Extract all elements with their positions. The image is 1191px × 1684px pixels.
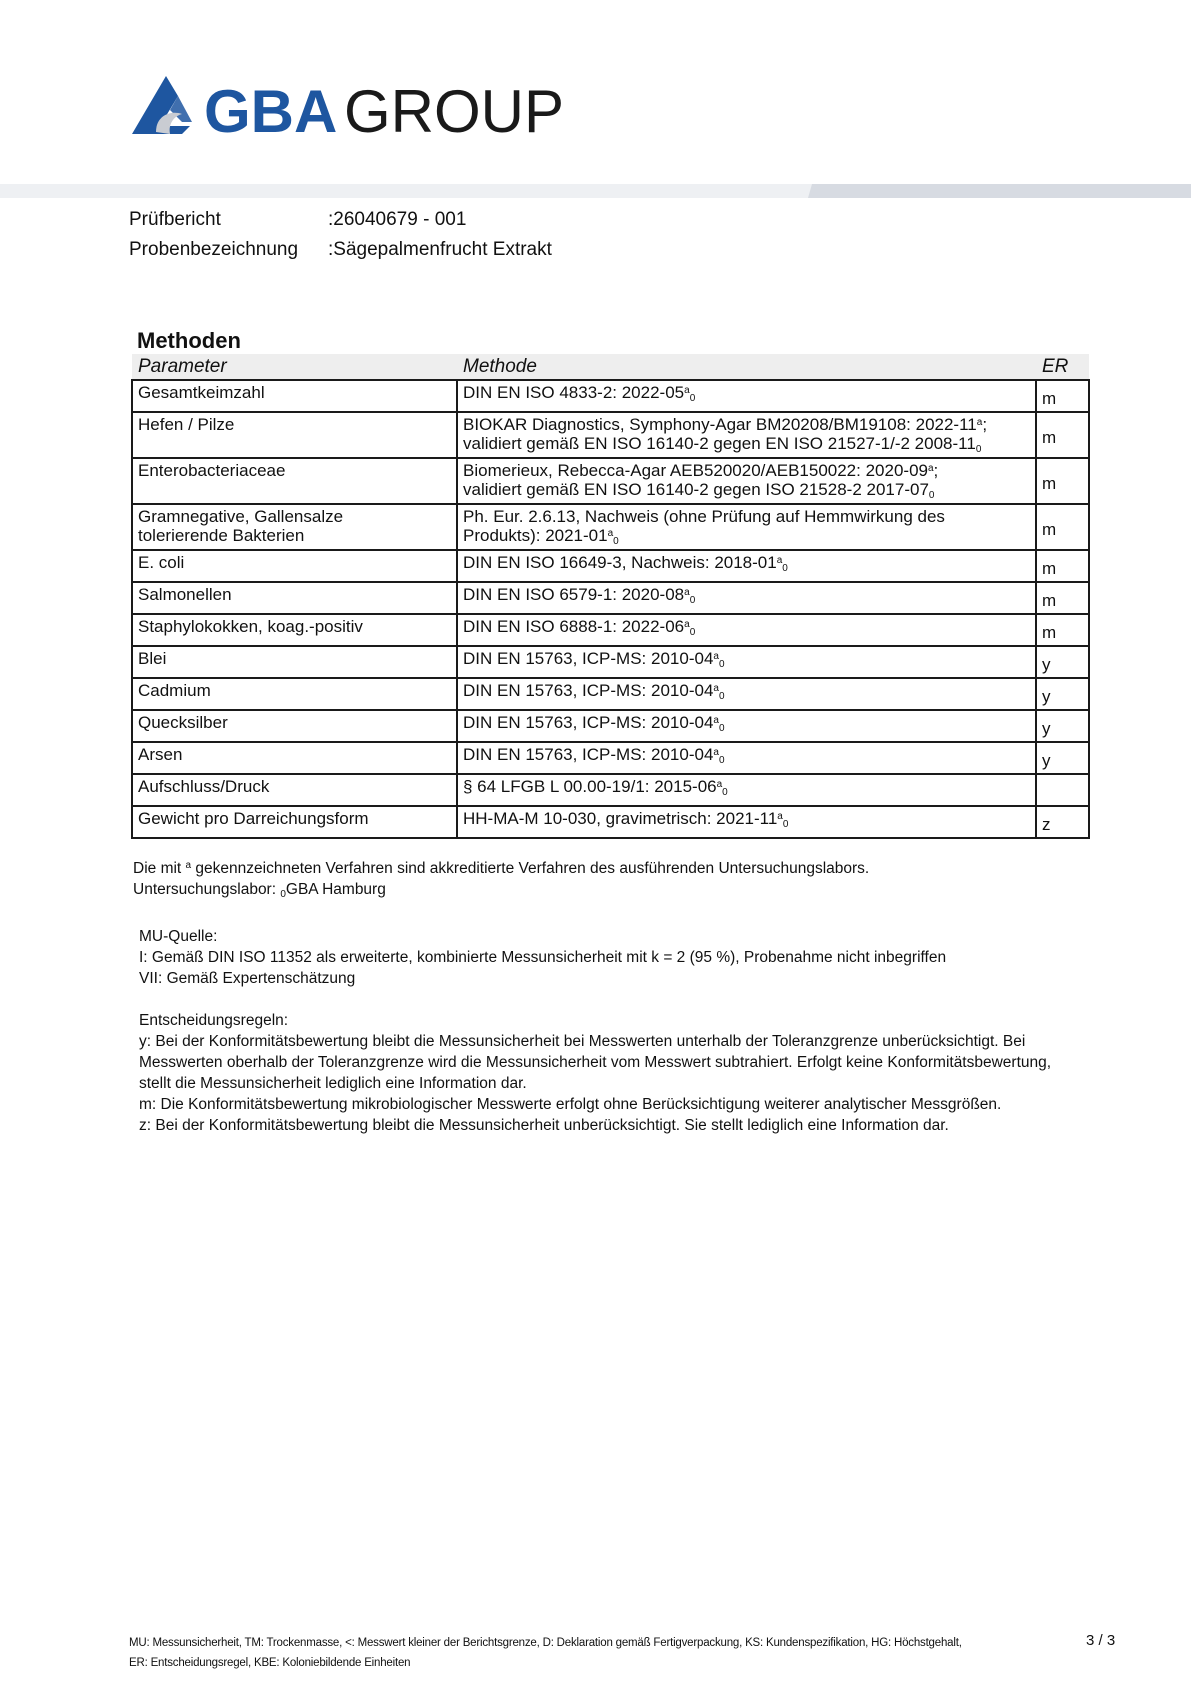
lab-label: Untersuchungslabor: [133,881,281,898]
lab-index: 0 [718,755,725,766]
er-cell: m [1036,412,1089,458]
method-cell: DIN EN 15763, ICP-MS: $2010-04^a_0$ [457,742,1036,774]
methods-table-body [132,380,1089,838]
mu-source-line: I: Gemäß DIN ISO 11352 als erweiterte, kombinierte Messunsicherheit mit k = 2 (95 %), Probenahme nicht inbegriffen [139,949,947,966]
er-cell [1036,774,1089,806]
page-number: 3 / 3 [1086,1632,1116,1649]
method-cell: DIN EN 15763, ICP-MS: $2010-04^a_0$ [457,646,1036,678]
accredited-mark: a [713,747,719,758]
methods-table-header [132,354,1089,380]
accredited-mark: a [684,385,690,396]
er-cell: m [1036,582,1089,614]
method-cell: DIN EN ISO 16649-3, Nachweis: $2018-01^a_0$ [457,550,1036,582]
accredited-mark: a [976,417,983,428]
column-header-er: ER [1036,354,1089,380]
sample-name-value: :Sägepalmenfrucht Extrakt [328,239,552,260]
lab-index: 0 [613,536,619,547]
lab-index: 0 [718,723,725,734]
table-row [132,614,1089,646]
parameter-cell: Enterobacteriaceae [132,458,457,504]
footer-legend [129,1633,962,1673]
column-header-parameter: Parameter [132,354,457,380]
lab-index: 0 [280,889,286,900]
parameter-cell: Gesamtkeimzahl [132,380,457,412]
lab-index: 0 [718,659,725,670]
table-row [132,678,1089,710]
parameter-cell: Gewicht pro Darreichungsform [132,806,457,838]
table-row [132,504,1089,550]
methods-table [131,354,1090,839]
er-cell: y [1036,710,1089,742]
parameter-cell: Cadmium [132,678,457,710]
method-cell: DIN EN ISO 4833-2: $2022-05^a_0$ [457,380,1036,412]
accredited-mark: a [684,587,690,598]
parameter-cell: Quecksilber [132,710,457,742]
table-row [132,412,1089,458]
lab-index: 0 [718,691,725,702]
parameter-cell: Gramnegative, Gallensalze tolerierende Bakterien [132,504,457,550]
parameter-cell: E. coli [132,550,457,582]
lab-name: GBA Hamburg [285,881,386,898]
lab-index: 0 [689,595,696,606]
method-cell: DIN EN 15763, ICP-MS: $2010-04^a_0$ [457,710,1036,742]
mu-source-section [139,926,1079,989]
parameter-cell: Arsen [132,742,457,774]
sample-name-label: Probenbezeichnung [129,239,299,260]
method-cell: § 64 LFGB L 00.00-19/1: $2015-06^a_0$ [457,774,1036,806]
sample-name-row [129,239,552,261]
er-cell: m [1036,504,1089,550]
method-cell: DIN EN 15763, ICP-MS: $2010-04^a_0$ [457,678,1036,710]
accredited-mark: a [776,555,783,566]
parameter-cell: Aufschluss/Druck [132,774,457,806]
method-cell: BIOKAR Diagnostics, Symphony-Agar BM20208/BM19108: 2022-11$^a$; validiert gemäß EN ISO 16140-2 gegen EN ISO 21527-1/-2 $2008-11_0$ [457,412,1036,458]
decision-rule-m: m: Die Konformitätsbewertung mikrobiologischer Messwerte erfolgt ohne Berücksichtigung weiterer analytischer Messgrößen. [139,1096,1002,1113]
lab-index: 0 [975,444,982,455]
mu-source-title: MU-Quelle: [139,928,218,945]
lab-index: 0 [689,627,696,638]
gba-logo-mark-icon [132,76,192,134]
lab-index: 0 [722,787,728,798]
method-cell: Ph. Eur. 2.6.13, Nachweis (ohne Prüfung auf Hemmwirkung des Produkts): $2021-01^a_0$ [457,504,1036,550]
parameter-cell: Salmonellen [132,582,457,614]
table-row [132,582,1089,614]
accredited-mark: a [713,683,719,694]
report-number-label: Prüfbericht [129,209,221,230]
table-row [132,380,1089,412]
report-number-value: :26040679 - 001 [328,209,467,230]
footer-legend-line: ER: Entscheidungsregel, KBE: Koloniebildende Einheiten [129,1657,411,1669]
lab-note [133,879,386,900]
table-row [132,806,1089,838]
method-cell: HH-MA-M 10-030, gravimetrisch: $2021-11^a_0$ [457,806,1036,838]
decision-rules-title: Entscheidungsregeln: [139,1012,289,1029]
lab-index: 0 [782,819,789,830]
method-cell: DIN EN ISO 6888-1: $2022-06^a_0$ [457,614,1036,646]
accredited-mark: a [927,463,934,474]
accredited-mark: a [607,528,614,539]
accredited-mark: a [713,651,719,662]
lab-index: 0 [782,563,788,574]
er-cell: m [1036,614,1089,646]
er-cell: z [1036,806,1089,838]
er-cell: y [1036,742,1089,774]
method-cell: DIN EN ISO 6579-1: $2020-08^a_0$ [457,582,1036,614]
decision-rule-z: z: Bei der Konformitätsbewertung bleibt die Messunsicherheit unberücksichtigt. Sie stellt lediglich eine Information dar. [139,1117,949,1134]
decision-rules-section [139,1010,1079,1136]
methods-heading: Methoden [137,328,241,353]
accredited-mark: a [713,715,719,726]
footer-legend-line: MU: Messunsicherheit, TM: Trockenmasse, <: Messwert kleiner der Berichtsgrenze, D: Deklaration gemäß Fertigverpackung, KS: Kundenspezifikation, HG: Höchstgehalt, [129,1637,962,1649]
parameter-cell: Blei [132,646,457,678]
er-cell: m [1036,458,1089,504]
accredited-mark: a [777,811,783,822]
er-cell: y [1036,678,1089,710]
gba-group-logo [130,76,570,146]
table-row [132,774,1089,806]
table-row [132,742,1089,774]
parameter-cell: Staphylokokken, koag.-positiv [132,614,457,646]
parameter-cell: Hefen / Pilze [132,412,457,458]
er-cell: m [1036,550,1089,582]
accredited-mark: a [684,619,690,630]
report-number-row [129,209,466,231]
lab-index: 0 [689,393,696,404]
mu-source-line: VII: Gemäß Expertenschätzung [139,970,356,987]
column-header-method: Methode [457,354,1036,380]
table-row [132,646,1089,678]
header-band [0,180,1191,198]
er-cell: m [1036,380,1089,412]
er-cell: y [1036,646,1089,678]
accredited-mark: a [716,779,723,790]
logo-text-light: GROUP [344,78,565,145]
logo-text-bold: GBA [204,78,338,145]
table-row [132,710,1089,742]
accredited-mark: a [185,860,192,871]
accreditation-note: Die mit $^a$ gekennzeichneten Verfahren sind akkreditierte Verfahren des ausführenden Untersuchungslabors. [133,860,870,877]
table-row [132,550,1089,582]
decision-rule-y: y: Bei der Konformitätsbewertung bleibt die Messunsicherheit bei Messwerten unterhalb der Toleranzgrenze unberücksichtigt. Bei Messwerten oberhalb der Toleranzgrenze wird die Messunsicherheit vom Messwert subtrahiert. Erfolgt keine Konformitätsbewertung, stellt die Messunsicherheit lediglich eine Information dar. [139,1033,1052,1092]
table-row [132,458,1089,504]
method-cell: Biomerieux, Rebecca-Agar AEB520020/AEB150022: 2020-09$^a$; validiert gemäß EN ISO 16140-2 gegen ISO 21528-2 $2017-07_0$ [457,458,1036,504]
lab-index: 0 [928,490,935,501]
